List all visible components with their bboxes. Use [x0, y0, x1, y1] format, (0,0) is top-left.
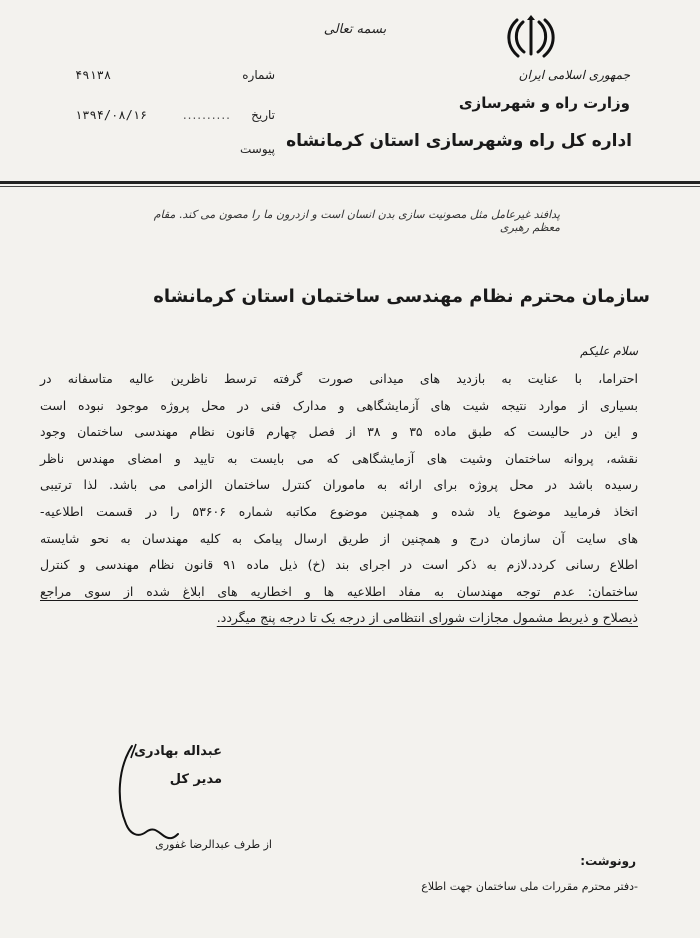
cc-item: -دفتر محترم مقررات ملی ساختمان جهت اطلاع [421, 880, 638, 893]
header-divider-thin [0, 186, 700, 187]
signatory-name: عبداله بهادری [134, 744, 222, 759]
body-line: رسیده باشد در محل پروژه برای ارائه به ماموران کنترل ساختمان الزامی می باشد. لذا ترتیبی [40, 477, 638, 493]
handwritten-signature-icon [112, 740, 182, 845]
date-label: تاریخ [251, 108, 275, 122]
attachment-label: پیوست [240, 142, 275, 156]
body-line: اطلاع رسانی کردد.لازم به ذکر است در اجرای بند (خ) ذیل ماده ۹۱ قانون نظام مهندسی و کنترل [40, 557, 638, 573]
recipient-heading: سازمان محترم نظام مهندسی ساختمان استان کرمانشاه [153, 286, 650, 307]
body-line: نقشه، پروانه ساختمان وشیت های آزمایشگاهی که می بایست به تایید و امضای مهندس ناظر [40, 450, 638, 466]
iran-emblem-icon [506, 14, 556, 58]
letter-date-row [75, 108, 275, 128]
salutation-text: سلام علیکم [580, 344, 638, 358]
date-value: ۱۳۹۴/۰۸/۱۶ [75, 108, 148, 122]
cc-label: رونوشت: [580, 854, 636, 868]
number-value: ۴۹۱۳۸ [75, 68, 112, 82]
letter-attachment-row [75, 142, 275, 162]
motto-text: پدافند غیرعامل مثل مصونیت سازی بدن انسان است و ازدرون ما را مصون می کند. مقام معظم رهبری [153, 208, 560, 234]
office-name: اداره کل راه وشهرسازی استان کرمانشاه [286, 131, 632, 151]
bismillah-text: بسمه تعالی [323, 22, 387, 37]
body-line: بسیاری از موارد نتیجه شیت های آزمایشگاهی و مدارک فنی در محل پروژه موجود نبوده است [40, 397, 638, 413]
on-behalf-text: از طرف عبدالرضا غفوری [155, 838, 272, 851]
signatory-title: مدیر کل [169, 772, 222, 787]
body-line-underlined: ساختمان: عدم توجه مهندسان به مفاد اطلاعیه ها و اخطاریه های ابلاغ شده از سوی مراجع [40, 583, 638, 599]
number-label: شماره [242, 68, 275, 82]
body-line: احتراما، با عنایت به بازدید های میدانی صورت گرفته ترسط ناظرین عالیه متاسفانه در [40, 371, 638, 386]
letter-body [40, 366, 638, 632]
ministry-name: وزارت راه و شهرسازی [458, 94, 630, 112]
header-divider [0, 181, 700, 184]
body-line: های سایت آن سازمان درج و همچنین از طریق ارسال پیامک به کلیه مهندسان به نحو شایسته [40, 530, 638, 546]
country-name: جمهوری اسلامی ایران [518, 68, 630, 82]
date-dots: .......... [182, 108, 231, 122]
body-line: و این در حالیست که طبق ماده ۳۵ و ۳۸ از فصل چهارم قانون نظام مهندسی ساختمان وجود [40, 424, 638, 440]
letter-number-row [75, 68, 275, 88]
body-line-underlined: ذیصلاح و ذیربط مشمول مجازات شورای انتظامی از درجه یک تا درجه پنج میگردد. [216, 610, 638, 626]
body-line: اتخاذ فرمایید موضوع یاد شده و همچنین موضوع مکاتبه شماره ۵۳۶۰۶ را در قسمت اطلاعیه- [40, 503, 638, 519]
